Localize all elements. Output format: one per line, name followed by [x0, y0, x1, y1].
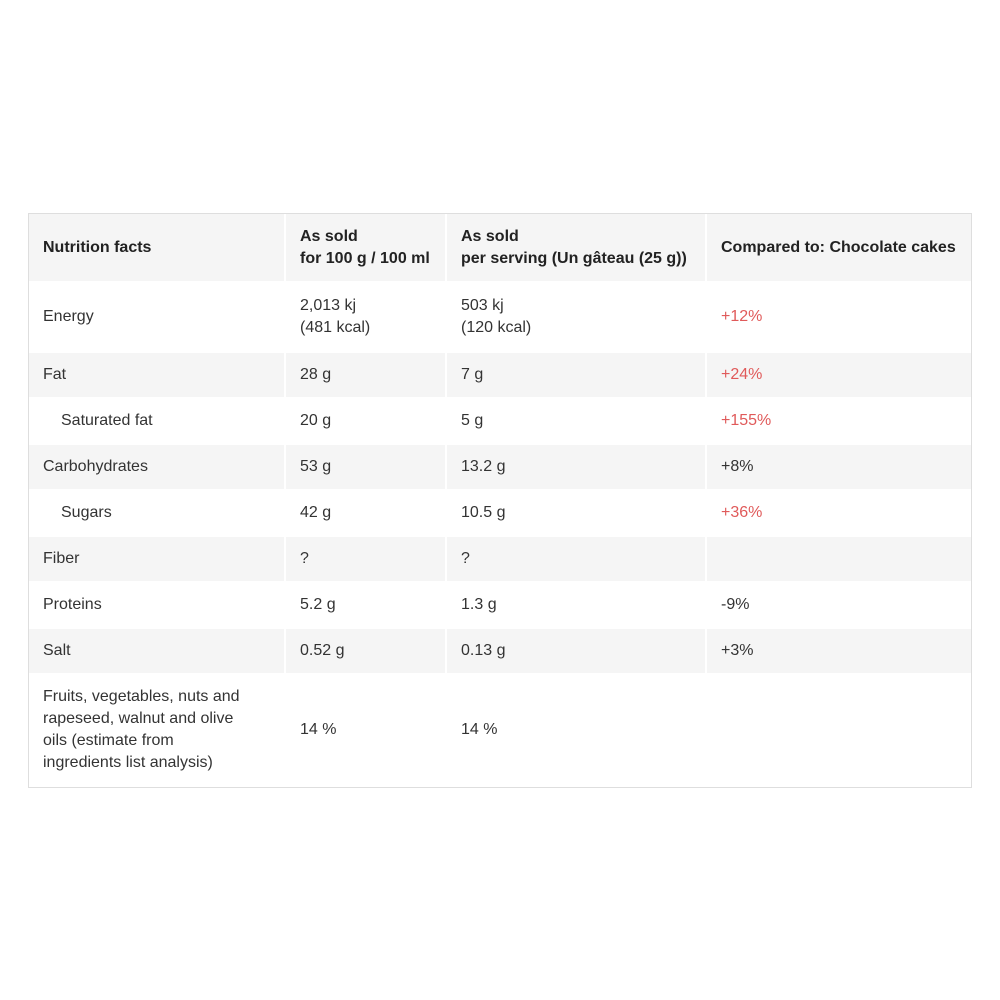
value-per-100g: 20 g: [286, 399, 447, 445]
row-fiber: [29, 537, 971, 583]
value-per-100g: 42 g: [286, 491, 447, 537]
nutrient-label: Saturated fat: [29, 399, 286, 445]
compare-value: +8%: [707, 445, 971, 491]
nutrient-label: Sugars: [29, 491, 286, 537]
header-compared-to: [707, 214, 971, 283]
value-per-serving: 5 g: [447, 399, 707, 445]
nutrient-label: Fiber: [29, 537, 286, 583]
row-sugars: [29, 491, 971, 537]
row-saturated-fat: [29, 399, 971, 445]
header-label: As sold: [300, 227, 358, 245]
compare-value: +24%: [707, 353, 971, 399]
compare-value: +12%: [707, 283, 971, 353]
value-kj: 2,013 kj: [300, 297, 357, 314]
nutrient-label: Carbohydrates: [29, 445, 286, 491]
compare-value: [707, 537, 971, 583]
nutrition-table-container: [28, 213, 972, 788]
row-salt: [29, 629, 971, 675]
label-line: oils (estimate from: [43, 732, 174, 749]
row-carbohydrates: [29, 445, 971, 491]
compare-value: [707, 675, 971, 787]
value-per-serving: 1.3 g: [447, 583, 707, 629]
label-line: rapeseed, walnut and olive: [43, 710, 234, 727]
value-per-100g: 5.2 g: [286, 583, 447, 629]
row-proteins: [29, 583, 971, 629]
value-per-serving: [447, 283, 707, 353]
nutrient-label: [29, 675, 286, 787]
value-per-100g: 53 g: [286, 445, 447, 491]
nutrient-label: Energy: [29, 283, 286, 353]
header-sublabel: per serving (Un gâteau (25 g)): [461, 249, 687, 267]
label-line: Fruits, vegetables, nuts and: [43, 688, 240, 705]
header-label: As sold: [461, 227, 519, 245]
header-label: Nutrition facts: [43, 238, 152, 256]
compare-value: +36%: [707, 491, 971, 537]
value-per-100g: [286, 283, 447, 353]
header-per-serving: [447, 214, 707, 283]
header-sublabel: for 100 g / 100 ml: [300, 249, 430, 267]
header-nutrition-facts: [29, 214, 286, 283]
label-line: ingredients list analysis): [43, 754, 213, 771]
value-per-serving: 0.13 g: [447, 629, 707, 675]
value-per-100g: 14 %: [286, 675, 447, 787]
value-per-100g: 28 g: [286, 353, 447, 399]
nutrient-label: Salt: [29, 629, 286, 675]
value-per-serving: ?: [447, 537, 707, 583]
nutrient-label: Proteins: [29, 583, 286, 629]
row-fat: [29, 353, 971, 399]
value-per-100g: 0.52 g: [286, 629, 447, 675]
table-header-row: [29, 214, 971, 283]
header-per-100g: [286, 214, 447, 283]
compare-value: -9%: [707, 583, 971, 629]
row-energy: [29, 283, 971, 353]
value-kj: 503 kj: [461, 297, 504, 314]
header-label: Compared to: Chocolate cakes: [721, 238, 956, 256]
nutrient-label: Fat: [29, 353, 286, 399]
compare-value: +155%: [707, 399, 971, 445]
value-kcal: (120 kcal): [461, 319, 532, 336]
value-per-serving: 7 g: [447, 353, 707, 399]
value-per-serving: 13.2 g: [447, 445, 707, 491]
value-kcal: (481 kcal): [300, 319, 371, 336]
compare-value: +3%: [707, 629, 971, 675]
value-per-100g: ?: [286, 537, 447, 583]
value-per-serving: 10.5 g: [447, 491, 707, 537]
nutrition-table: [29, 214, 971, 787]
row-fruits-vegetables: [29, 675, 971, 787]
value-per-serving: 14 %: [447, 675, 707, 787]
